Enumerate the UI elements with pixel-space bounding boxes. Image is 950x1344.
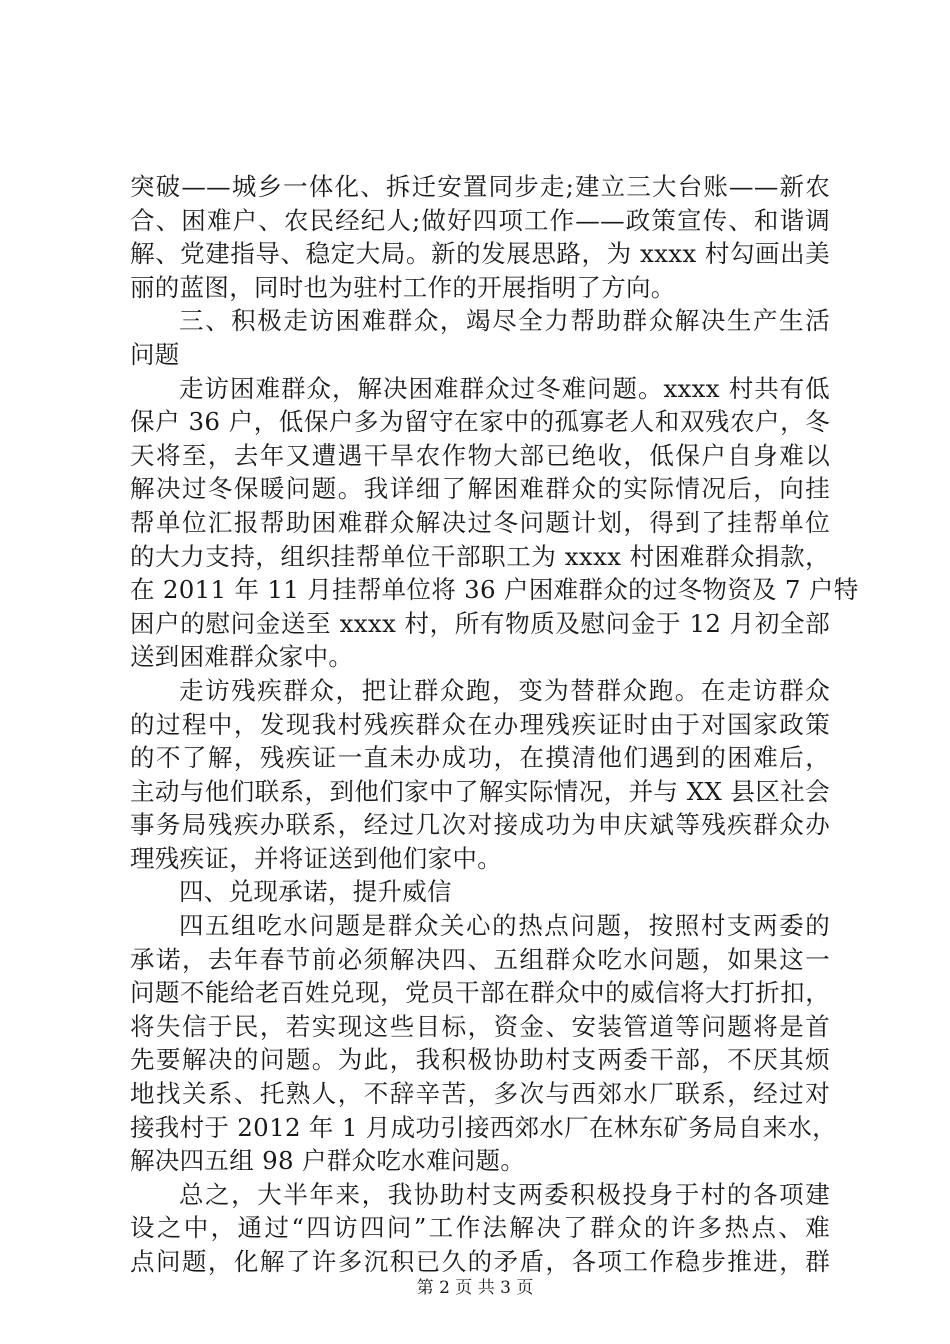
text-line: 接我村于 2012 年 1 月成功引接西郊水厂在林东矿务局自来水，: [130, 1112, 837, 1142]
text-line: 在 2011 年 11 月挂帮单位将 36 户困难群众的过冬物资及 7 户特: [130, 575, 859, 605]
text-line: 解、党建指导、稳定大局。新的发展思路，为 xxxx 村勾画出美: [130, 239, 830, 269]
text-line: 走访困难群众，解决困难群众过冬难问题。xxxx 村共有低: [179, 373, 830, 403]
text-line: 问题不能给老百姓兑现，党员干部在群众中的威信将大打折扣，: [130, 978, 830, 1008]
text-line: 问题: [130, 339, 180, 369]
text-line: 总之，大半年来，我协助村支两委积极投身于村的各项建: [179, 1179, 830, 1209]
text-line: 保户 36 户，低保户多为留守在家中的孤寡老人和双残农户，冬: [130, 407, 830, 437]
text-line: 设之中，通过“四访四问”工作法解决了群众的许多热点、难: [130, 1213, 830, 1243]
text-line: 困户的慰问金送至 xxxx 村，所有物质及慰问金于 12 月初全部: [130, 608, 830, 638]
text-line: 地找关系、托熟人，不辞辛苦，多次与西郊水厂联系，经过对: [130, 1079, 830, 1109]
text-line: 的不了解，残疾证一直未办成功，在摸清他们遇到的困难后，: [130, 743, 830, 773]
text-line: 四五组吃水问题是群众关心的热点问题，按照村支两委的: [179, 911, 830, 941]
text-line: 事务局残疾办联系，经过几次对接成功为申庆斌等残疾群众办: [130, 810, 830, 840]
text-line: 走访残疾群众，把让群众跑，变为替群众跑。在走访群众: [179, 675, 830, 705]
text-line: 解决四五组 98 户群众吃水难问题。: [130, 1146, 526, 1176]
text-line: 先要解决的问题。为此，我积极协助村支两委干部，不厌其烦: [130, 1045, 830, 1075]
page-footer: [0, 1273, 950, 1298]
text-line: 天将至，去年又遭遇干旱农作物大部已绝收，低保户自身难以: [130, 440, 830, 470]
text-line: 的大力支持，组织挂帮单位干部职工为 xxxx 村困难群众捐款，: [130, 541, 830, 571]
page-number-label: 第 2 页 共 3 页: [416, 1278, 534, 1298]
text-line: 帮单位汇报帮助困难群众解决过冬问题计划，得到了挂帮单位: [130, 507, 830, 537]
text-line: 突破——城乡一体化、拆迁安置同步走;建立三大台账——新农: [130, 172, 830, 201]
text-line: 送到困难群众家中。: [130, 642, 354, 672]
text-line: 理残疾证，并将证送到他们家中。: [130, 843, 502, 873]
text-line: 四、兑现承诺，提升威信: [179, 877, 452, 907]
text-line: 将失信于民，若实现这些目标，资金、安装管道等问题将是首: [130, 1011, 830, 1041]
text-line: 合、困难户、农民经纪人;做好四项工作——政策宣传、和谐调: [130, 205, 830, 235]
text-line: 主动与他们联系，到他们家中了解实际情况，并与 XX 县区社会: [130, 776, 830, 806]
text-line: 点问题，化解了许多沉积已久的矛盾，各项工作稳步推进，群: [130, 1247, 830, 1276]
document-body: [130, 170, 859, 1279]
text-line: 的过程中，发现我村残疾群众在办理残疾证时由于对国家政策: [130, 709, 830, 739]
text-line: 三、积极走访困难群众，竭尽全力帮助群众解决生产生活: [179, 306, 830, 336]
text-line: 承诺，去年春节前必须解决四、五组群众吃水问题，如果这一: [130, 944, 830, 974]
text-line: 解决过冬保暖问题。我详细了解困难群众的实际情况后，向挂: [130, 474, 830, 504]
text-line: 丽的蓝图，同时也为驻村工作的开展指明了方向。: [130, 272, 676, 302]
